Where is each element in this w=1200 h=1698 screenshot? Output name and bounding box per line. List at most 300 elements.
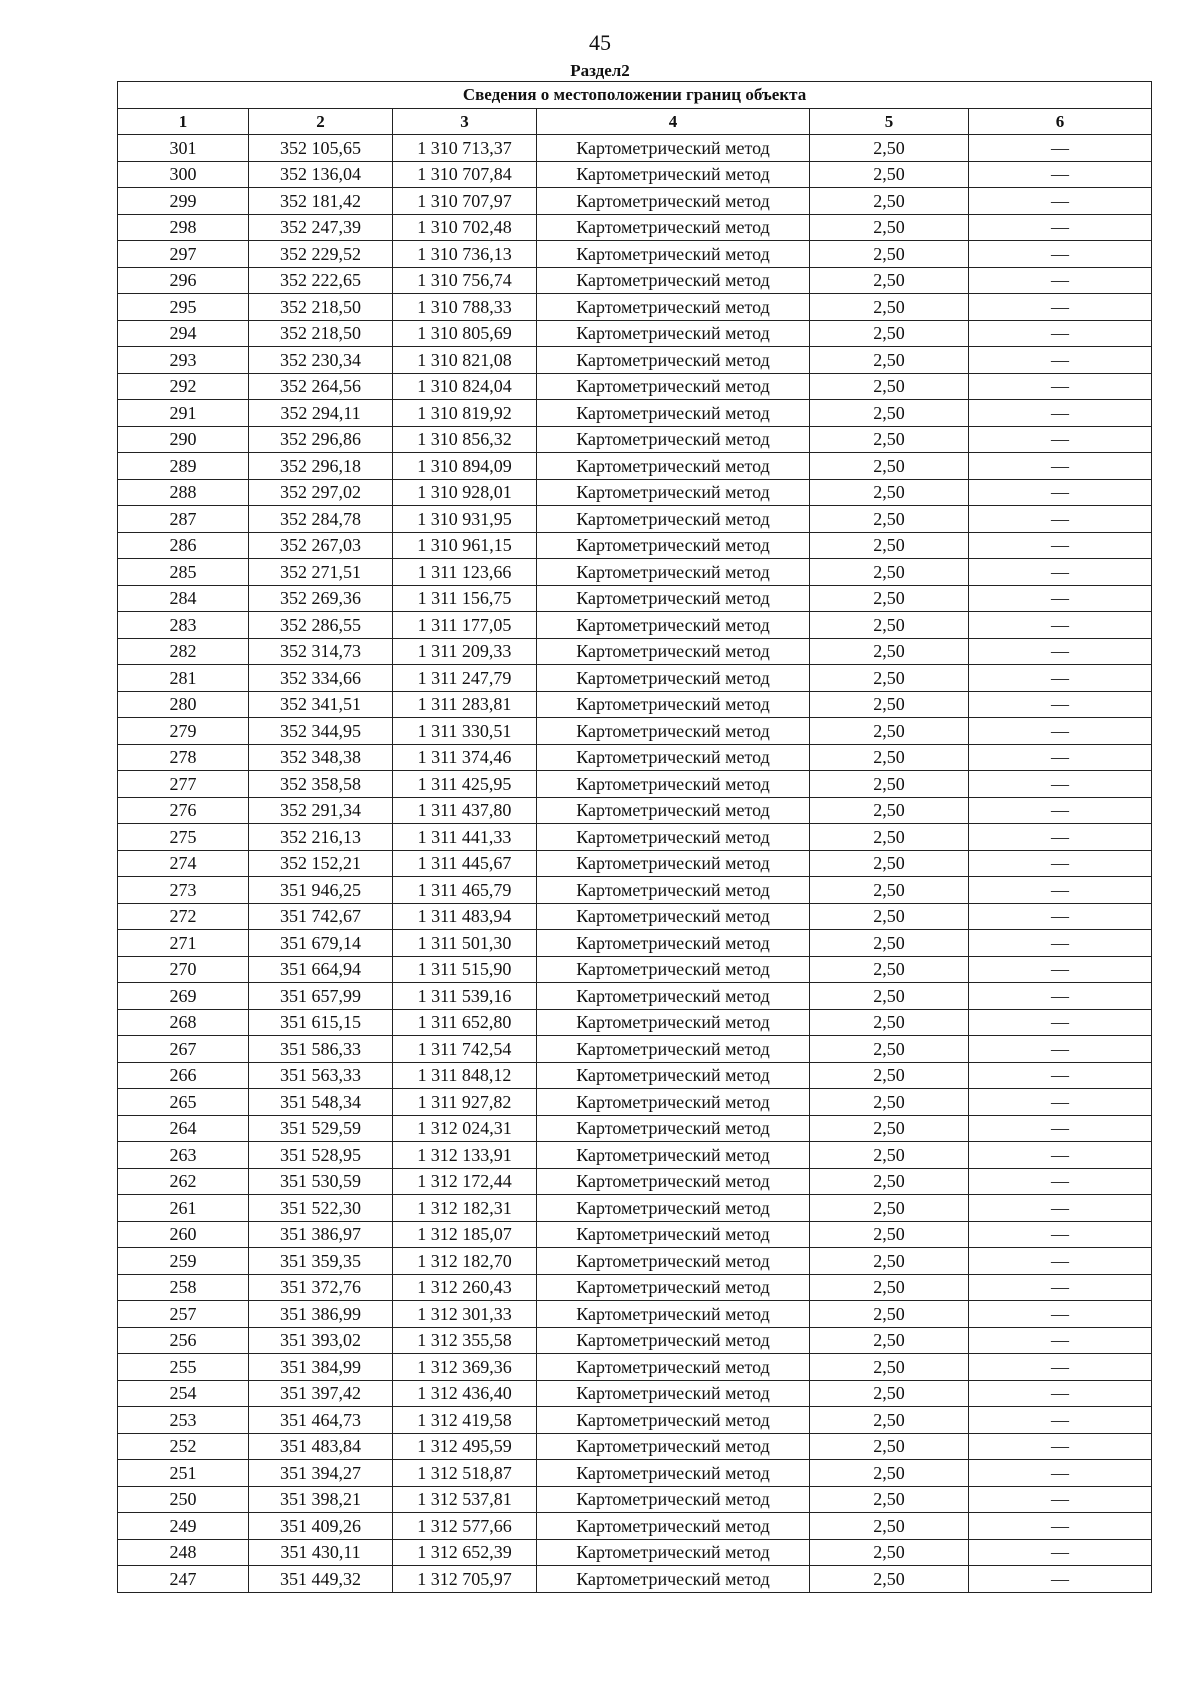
- accuracy-cell: 2,50: [810, 532, 969, 559]
- description-cell: —: [969, 1195, 1152, 1222]
- description-cell: —: [969, 294, 1152, 321]
- point-number-cell: 259: [118, 1248, 249, 1275]
- x-coordinate-cell: 352 284,78: [249, 506, 393, 533]
- method-cell: Картометрический метод: [537, 400, 810, 427]
- method-cell: Картометрический метод: [537, 188, 810, 215]
- x-coordinate-cell: 351 657,99: [249, 983, 393, 1010]
- x-coordinate-cell: 351 664,94: [249, 956, 393, 983]
- table-row: [118, 1301, 1152, 1328]
- point-number-cell: 282: [118, 638, 249, 665]
- description-cell: —: [969, 1380, 1152, 1407]
- point-number-cell: 272: [118, 903, 249, 930]
- table-row: [118, 930, 1152, 957]
- description-cell: —: [969, 1407, 1152, 1434]
- x-coordinate-cell: 352 294,11: [249, 400, 393, 427]
- description-cell: —: [969, 1566, 1152, 1593]
- accuracy-cell: 2,50: [810, 479, 969, 506]
- description-cell: —: [969, 797, 1152, 824]
- accuracy-cell: 2,50: [810, 1168, 969, 1195]
- method-cell: Картометрический метод: [537, 1539, 810, 1566]
- table-row: [118, 797, 1152, 824]
- description-cell: —: [969, 691, 1152, 718]
- accuracy-cell: 2,50: [810, 1195, 969, 1222]
- point-number-cell: 271: [118, 930, 249, 957]
- y-coordinate-cell: 1 311 465,79: [393, 877, 537, 904]
- method-cell: Картометрический метод: [537, 1009, 810, 1036]
- y-coordinate-cell: 1 311 425,95: [393, 771, 537, 798]
- point-number-cell: 281: [118, 665, 249, 692]
- page-number: 45: [589, 30, 611, 55]
- x-coordinate-cell: 351 946,25: [249, 877, 393, 904]
- accuracy-cell: 2,50: [810, 930, 969, 957]
- table-row: [118, 1009, 1152, 1036]
- y-coordinate-cell: 1 312 369,36: [393, 1354, 537, 1381]
- accuracy-cell: 2,50: [810, 267, 969, 294]
- method-cell: Картометрический метод: [537, 479, 810, 506]
- y-coordinate-cell: 1 311 441,33: [393, 824, 537, 851]
- description-cell: —: [969, 665, 1152, 692]
- point-number-cell: 292: [118, 373, 249, 400]
- x-coordinate-cell: 352 105,65: [249, 135, 393, 162]
- accuracy-cell: 2,50: [810, 294, 969, 321]
- y-coordinate-cell: 1 311 330,51: [393, 718, 537, 745]
- point-number-cell: 257: [118, 1301, 249, 1328]
- x-coordinate-cell: 351 530,59: [249, 1168, 393, 1195]
- point-number-cell: 298: [118, 214, 249, 241]
- accuracy-cell: 2,50: [810, 161, 969, 188]
- x-coordinate-cell: 351 430,11: [249, 1539, 393, 1566]
- y-coordinate-cell: 1 310 894,09: [393, 453, 537, 480]
- method-cell: Картометрический метод: [537, 1433, 810, 1460]
- description-cell: —: [969, 1486, 1152, 1513]
- method-cell: Картометрический метод: [537, 1195, 810, 1222]
- x-coordinate-cell: 352 152,21: [249, 850, 393, 877]
- description-cell: —: [969, 824, 1152, 851]
- method-cell: Картометрический метод: [537, 824, 810, 851]
- point-number-cell: 267: [118, 1036, 249, 1063]
- method-cell: Картометрический метод: [537, 1142, 810, 1169]
- description-cell: —: [969, 267, 1152, 294]
- table-row: [118, 267, 1152, 294]
- description-cell: —: [969, 1089, 1152, 1116]
- description-cell: —: [969, 347, 1152, 374]
- method-cell: Картометрический метод: [537, 1301, 810, 1328]
- y-coordinate-cell: 1 312 419,58: [393, 1407, 537, 1434]
- y-coordinate-cell: 1 310 928,01: [393, 479, 537, 506]
- table-row: [118, 612, 1152, 639]
- y-coordinate-cell: 1 310 702,48: [393, 214, 537, 241]
- method-cell: Картометрический метод: [537, 718, 810, 745]
- method-cell: Картометрический метод: [537, 1274, 810, 1301]
- y-coordinate-cell: 1 311 652,80: [393, 1009, 537, 1036]
- x-coordinate-cell: 352 334,66: [249, 665, 393, 692]
- accuracy-cell: 2,50: [810, 373, 969, 400]
- table-row: [118, 1221, 1152, 1248]
- table-row: [118, 161, 1152, 188]
- y-coordinate-cell: 1 312 185,07: [393, 1221, 537, 1248]
- y-coordinate-cell: 1 311 927,82: [393, 1089, 537, 1116]
- column-header-5: 5: [810, 109, 969, 135]
- accuracy-cell: 2,50: [810, 1327, 969, 1354]
- x-coordinate-cell: 352 314,73: [249, 638, 393, 665]
- method-cell: Картометрический метод: [537, 612, 810, 639]
- method-cell: Картометрический метод: [537, 453, 810, 480]
- table-row: [118, 214, 1152, 241]
- table-row: [118, 453, 1152, 480]
- accuracy-cell: 2,50: [810, 585, 969, 612]
- description-cell: —: [969, 135, 1152, 162]
- point-number-cell: 275: [118, 824, 249, 851]
- x-coordinate-cell: 351 522,30: [249, 1195, 393, 1222]
- accuracy-cell: 2,50: [810, 1566, 969, 1593]
- point-number-cell: 269: [118, 983, 249, 1010]
- y-coordinate-cell: 1 311 156,75: [393, 585, 537, 612]
- y-coordinate-cell: 1 312 537,81: [393, 1486, 537, 1513]
- point-number-cell: 285: [118, 559, 249, 586]
- point-number-cell: 288: [118, 479, 249, 506]
- description-cell: —: [969, 373, 1152, 400]
- description-cell: —: [969, 506, 1152, 533]
- x-coordinate-cell: 352 264,56: [249, 373, 393, 400]
- x-coordinate-cell: 352 297,02: [249, 479, 393, 506]
- method-cell: Картометрический метод: [537, 1062, 810, 1089]
- x-coordinate-cell: 352 269,36: [249, 585, 393, 612]
- y-coordinate-cell: 1 311 539,16: [393, 983, 537, 1010]
- x-coordinate-cell: 352 358,58: [249, 771, 393, 798]
- table-row: [118, 347, 1152, 374]
- table-row: [118, 1195, 1152, 1222]
- description-cell: —: [969, 532, 1152, 559]
- x-coordinate-cell: 352 271,51: [249, 559, 393, 586]
- y-coordinate-cell: 1 310 856,32: [393, 426, 537, 453]
- x-coordinate-cell: 352 218,50: [249, 294, 393, 321]
- point-number-cell: 254: [118, 1380, 249, 1407]
- point-number-cell: 251: [118, 1460, 249, 1487]
- description-cell: —: [969, 161, 1152, 188]
- accuracy-cell: 2,50: [810, 1460, 969, 1487]
- method-cell: Картометрический метод: [537, 1407, 810, 1434]
- table-row: [118, 1354, 1152, 1381]
- x-coordinate-cell: 352 181,42: [249, 188, 393, 215]
- x-coordinate-cell: 351 742,67: [249, 903, 393, 930]
- table-row: [118, 718, 1152, 745]
- point-number-cell: 284: [118, 585, 249, 612]
- description-cell: —: [969, 241, 1152, 268]
- column-header-2: 2: [249, 109, 393, 135]
- accuracy-cell: 2,50: [810, 1115, 969, 1142]
- x-coordinate-cell: 352 267,03: [249, 532, 393, 559]
- point-number-cell: 250: [118, 1486, 249, 1513]
- y-coordinate-cell: 1 312 355,58: [393, 1327, 537, 1354]
- accuracy-cell: 2,50: [810, 1274, 969, 1301]
- method-cell: Картометрический метод: [537, 1460, 810, 1487]
- x-coordinate-cell: 352 216,13: [249, 824, 393, 851]
- x-coordinate-cell: 351 372,76: [249, 1274, 393, 1301]
- accuracy-cell: 2,50: [810, 320, 969, 347]
- table-row: [118, 506, 1152, 533]
- table-row: [118, 1089, 1152, 1116]
- x-coordinate-cell: 352 296,86: [249, 426, 393, 453]
- point-number-cell: 255: [118, 1354, 249, 1381]
- table-row: [118, 135, 1152, 162]
- accuracy-cell: 2,50: [810, 877, 969, 904]
- section-title: Раздел2: [570, 61, 630, 80]
- y-coordinate-cell: 1 312 182,70: [393, 1248, 537, 1275]
- accuracy-cell: 2,50: [810, 188, 969, 215]
- method-cell: Картометрический метод: [537, 877, 810, 904]
- table-row: [118, 1062, 1152, 1089]
- y-coordinate-cell: 1 310 821,08: [393, 347, 537, 374]
- point-number-cell: 294: [118, 320, 249, 347]
- point-number-cell: 260: [118, 1221, 249, 1248]
- y-coordinate-cell: 1 310 931,95: [393, 506, 537, 533]
- accuracy-cell: 2,50: [810, 983, 969, 1010]
- accuracy-cell: 2,50: [810, 824, 969, 851]
- method-cell: Картометрический метод: [537, 1089, 810, 1116]
- table-row: [118, 1566, 1152, 1593]
- point-number-cell: 296: [118, 267, 249, 294]
- x-coordinate-cell: 351 563,33: [249, 1062, 393, 1089]
- point-number-cell: 278: [118, 744, 249, 771]
- description-cell: —: [969, 850, 1152, 877]
- description-cell: —: [969, 744, 1152, 771]
- point-number-cell: 252: [118, 1433, 249, 1460]
- point-number-cell: 280: [118, 691, 249, 718]
- description-cell: —: [969, 638, 1152, 665]
- y-coordinate-cell: 1 312 301,33: [393, 1301, 537, 1328]
- x-coordinate-cell: 351 679,14: [249, 930, 393, 957]
- y-coordinate-cell: 1 311 515,90: [393, 956, 537, 983]
- point-number-cell: 263: [118, 1142, 249, 1169]
- y-coordinate-cell: 1 311 742,54: [393, 1036, 537, 1063]
- accuracy-cell: 2,50: [810, 426, 969, 453]
- table-row: [118, 1142, 1152, 1169]
- table-row: [118, 426, 1152, 453]
- table-row: [118, 1380, 1152, 1407]
- x-coordinate-cell: 352 286,55: [249, 612, 393, 639]
- accuracy-cell: 2,50: [810, 1486, 969, 1513]
- table-row: [118, 1433, 1152, 1460]
- point-number-cell: 253: [118, 1407, 249, 1434]
- x-coordinate-cell: 352 230,34: [249, 347, 393, 374]
- accuracy-cell: 2,50: [810, 612, 969, 639]
- x-coordinate-cell: 351 483,84: [249, 1433, 393, 1460]
- table-row: [118, 559, 1152, 586]
- description-cell: —: [969, 1327, 1152, 1354]
- point-number-cell: 266: [118, 1062, 249, 1089]
- accuracy-cell: 2,50: [810, 1142, 969, 1169]
- x-coordinate-cell: 351 615,15: [249, 1009, 393, 1036]
- y-coordinate-cell: 1 310 805,69: [393, 320, 537, 347]
- x-coordinate-cell: 351 586,33: [249, 1036, 393, 1063]
- accuracy-cell: 2,50: [810, 1407, 969, 1434]
- point-number-cell: 299: [118, 188, 249, 215]
- point-number-cell: 283: [118, 612, 249, 639]
- table-row: [118, 1539, 1152, 1566]
- point-number-cell: 265: [118, 1089, 249, 1116]
- description-cell: —: [969, 585, 1152, 612]
- method-cell: Картометрический метод: [537, 1036, 810, 1063]
- point-number-cell: 301: [118, 135, 249, 162]
- method-cell: Картометрический метод: [537, 1115, 810, 1142]
- point-number-cell: 270: [118, 956, 249, 983]
- column-header-6: 6: [969, 109, 1152, 135]
- y-coordinate-cell: 1 310 824,04: [393, 373, 537, 400]
- point-number-cell: 276: [118, 797, 249, 824]
- table-row: [118, 373, 1152, 400]
- point-number-cell: 286: [118, 532, 249, 559]
- method-cell: Картометрический метод: [537, 241, 810, 268]
- description-cell: —: [969, 1221, 1152, 1248]
- method-cell: Картометрический метод: [537, 1248, 810, 1275]
- description-cell: —: [969, 1433, 1152, 1460]
- description-cell: —: [969, 1009, 1152, 1036]
- method-cell: Картометрический метод: [537, 850, 810, 877]
- y-coordinate-cell: 1 312 495,59: [393, 1433, 537, 1460]
- y-coordinate-cell: 1 312 182,31: [393, 1195, 537, 1222]
- point-number-cell: 277: [118, 771, 249, 798]
- method-cell: Картометрический метод: [537, 267, 810, 294]
- method-cell: Картометрический метод: [537, 585, 810, 612]
- accuracy-cell: 2,50: [810, 135, 969, 162]
- point-number-cell: 258: [118, 1274, 249, 1301]
- y-coordinate-cell: 1 312 518,87: [393, 1460, 537, 1487]
- y-coordinate-cell: 1 311 283,81: [393, 691, 537, 718]
- accuracy-cell: 2,50: [810, 665, 969, 692]
- accuracy-cell: 2,50: [810, 400, 969, 427]
- y-coordinate-cell: 1 312 705,97: [393, 1566, 537, 1593]
- point-number-cell: 247: [118, 1566, 249, 1593]
- description-cell: —: [969, 426, 1152, 453]
- description-cell: —: [969, 956, 1152, 983]
- point-number-cell: 268: [118, 1009, 249, 1036]
- y-coordinate-cell: 1 311 374,46: [393, 744, 537, 771]
- description-cell: —: [969, 479, 1152, 506]
- y-coordinate-cell: 1 310 713,37: [393, 135, 537, 162]
- boundary-coordinates-table: [117, 81, 1152, 1593]
- accuracy-cell: 2,50: [810, 1433, 969, 1460]
- table-row: [118, 1248, 1152, 1275]
- accuracy-cell: 2,50: [810, 903, 969, 930]
- point-number-cell: 262: [118, 1168, 249, 1195]
- accuracy-cell: 2,50: [810, 1221, 969, 1248]
- x-coordinate-cell: 352 136,04: [249, 161, 393, 188]
- description-cell: —: [969, 1301, 1152, 1328]
- table-row: [118, 1036, 1152, 1063]
- y-coordinate-cell: 1 312 652,39: [393, 1539, 537, 1566]
- point-number-cell: 287: [118, 506, 249, 533]
- method-cell: Картометрический метод: [537, 320, 810, 347]
- accuracy-cell: 2,50: [810, 347, 969, 374]
- point-number-cell: 256: [118, 1327, 249, 1354]
- y-coordinate-cell: 1 311 437,80: [393, 797, 537, 824]
- x-coordinate-cell: 352 344,95: [249, 718, 393, 745]
- x-coordinate-cell: 351 386,99: [249, 1301, 393, 1328]
- description-cell: —: [969, 1142, 1152, 1169]
- method-cell: Картометрический метод: [537, 1513, 810, 1540]
- description-cell: —: [969, 1460, 1152, 1487]
- point-number-cell: 291: [118, 400, 249, 427]
- table-row: [118, 1274, 1152, 1301]
- y-coordinate-cell: 1 311 483,94: [393, 903, 537, 930]
- method-cell: Картометрический метод: [537, 161, 810, 188]
- table-row: [118, 241, 1152, 268]
- point-number-cell: 248: [118, 1539, 249, 1566]
- x-coordinate-cell: 351 398,21: [249, 1486, 393, 1513]
- accuracy-cell: 2,50: [810, 771, 969, 798]
- method-cell: Картометрический метод: [537, 347, 810, 374]
- accuracy-cell: 2,50: [810, 1036, 969, 1063]
- table-row: [118, 320, 1152, 347]
- y-coordinate-cell: 1 310 819,92: [393, 400, 537, 427]
- table-row: [118, 1407, 1152, 1434]
- table-row: [118, 771, 1152, 798]
- method-cell: Картометрический метод: [537, 426, 810, 453]
- column-header-4: 4: [537, 109, 810, 135]
- description-cell: —: [969, 612, 1152, 639]
- y-coordinate-cell: 1 310 707,84: [393, 161, 537, 188]
- x-coordinate-cell: 351 528,95: [249, 1142, 393, 1169]
- table-row: [118, 188, 1152, 215]
- method-cell: Картометрический метод: [537, 1168, 810, 1195]
- accuracy-cell: 2,50: [810, 453, 969, 480]
- accuracy-cell: 2,50: [810, 1062, 969, 1089]
- x-coordinate-cell: 351 386,97: [249, 1221, 393, 1248]
- description-cell: —: [969, 1274, 1152, 1301]
- description-cell: —: [969, 1513, 1152, 1540]
- table-row: [118, 956, 1152, 983]
- table-row: [118, 532, 1152, 559]
- accuracy-cell: 2,50: [810, 1354, 969, 1381]
- method-cell: Картометрический метод: [537, 983, 810, 1010]
- table-row: [118, 1168, 1152, 1195]
- method-cell: Картометрический метод: [537, 771, 810, 798]
- point-number-cell: 261: [118, 1195, 249, 1222]
- accuracy-cell: 2,50: [810, 638, 969, 665]
- method-cell: Картометрический метод: [537, 532, 810, 559]
- y-coordinate-cell: 1 311 848,12: [393, 1062, 537, 1089]
- table-row: [118, 479, 1152, 506]
- method-cell: Картометрический метод: [537, 956, 810, 983]
- y-coordinate-cell: 1 310 788,33: [393, 294, 537, 321]
- table-row: [118, 903, 1152, 930]
- description-cell: —: [969, 877, 1152, 904]
- x-coordinate-cell: 352 296,18: [249, 453, 393, 480]
- x-coordinate-cell: 352 247,39: [249, 214, 393, 241]
- table-row: [118, 400, 1152, 427]
- accuracy-cell: 2,50: [810, 1009, 969, 1036]
- accuracy-cell: 2,50: [810, 718, 969, 745]
- x-coordinate-cell: 352 222,65: [249, 267, 393, 294]
- point-number-cell: 264: [118, 1115, 249, 1142]
- description-cell: —: [969, 903, 1152, 930]
- description-cell: —: [969, 559, 1152, 586]
- accuracy-cell: 2,50: [810, 506, 969, 533]
- y-coordinate-cell: 1 311 247,79: [393, 665, 537, 692]
- description-cell: —: [969, 930, 1152, 957]
- method-cell: Картометрический метод: [537, 1486, 810, 1513]
- description-cell: —: [969, 453, 1152, 480]
- point-number-cell: 293: [118, 347, 249, 374]
- accuracy-cell: 2,50: [810, 850, 969, 877]
- table-caption: Сведения о местоположении границ объекта: [118, 82, 1152, 109]
- table-row: [118, 1460, 1152, 1487]
- method-cell: Картометрический метод: [537, 930, 810, 957]
- accuracy-cell: 2,50: [810, 956, 969, 983]
- x-coordinate-cell: 352 348,38: [249, 744, 393, 771]
- description-cell: —: [969, 1062, 1152, 1089]
- method-cell: Картометрический метод: [537, 506, 810, 533]
